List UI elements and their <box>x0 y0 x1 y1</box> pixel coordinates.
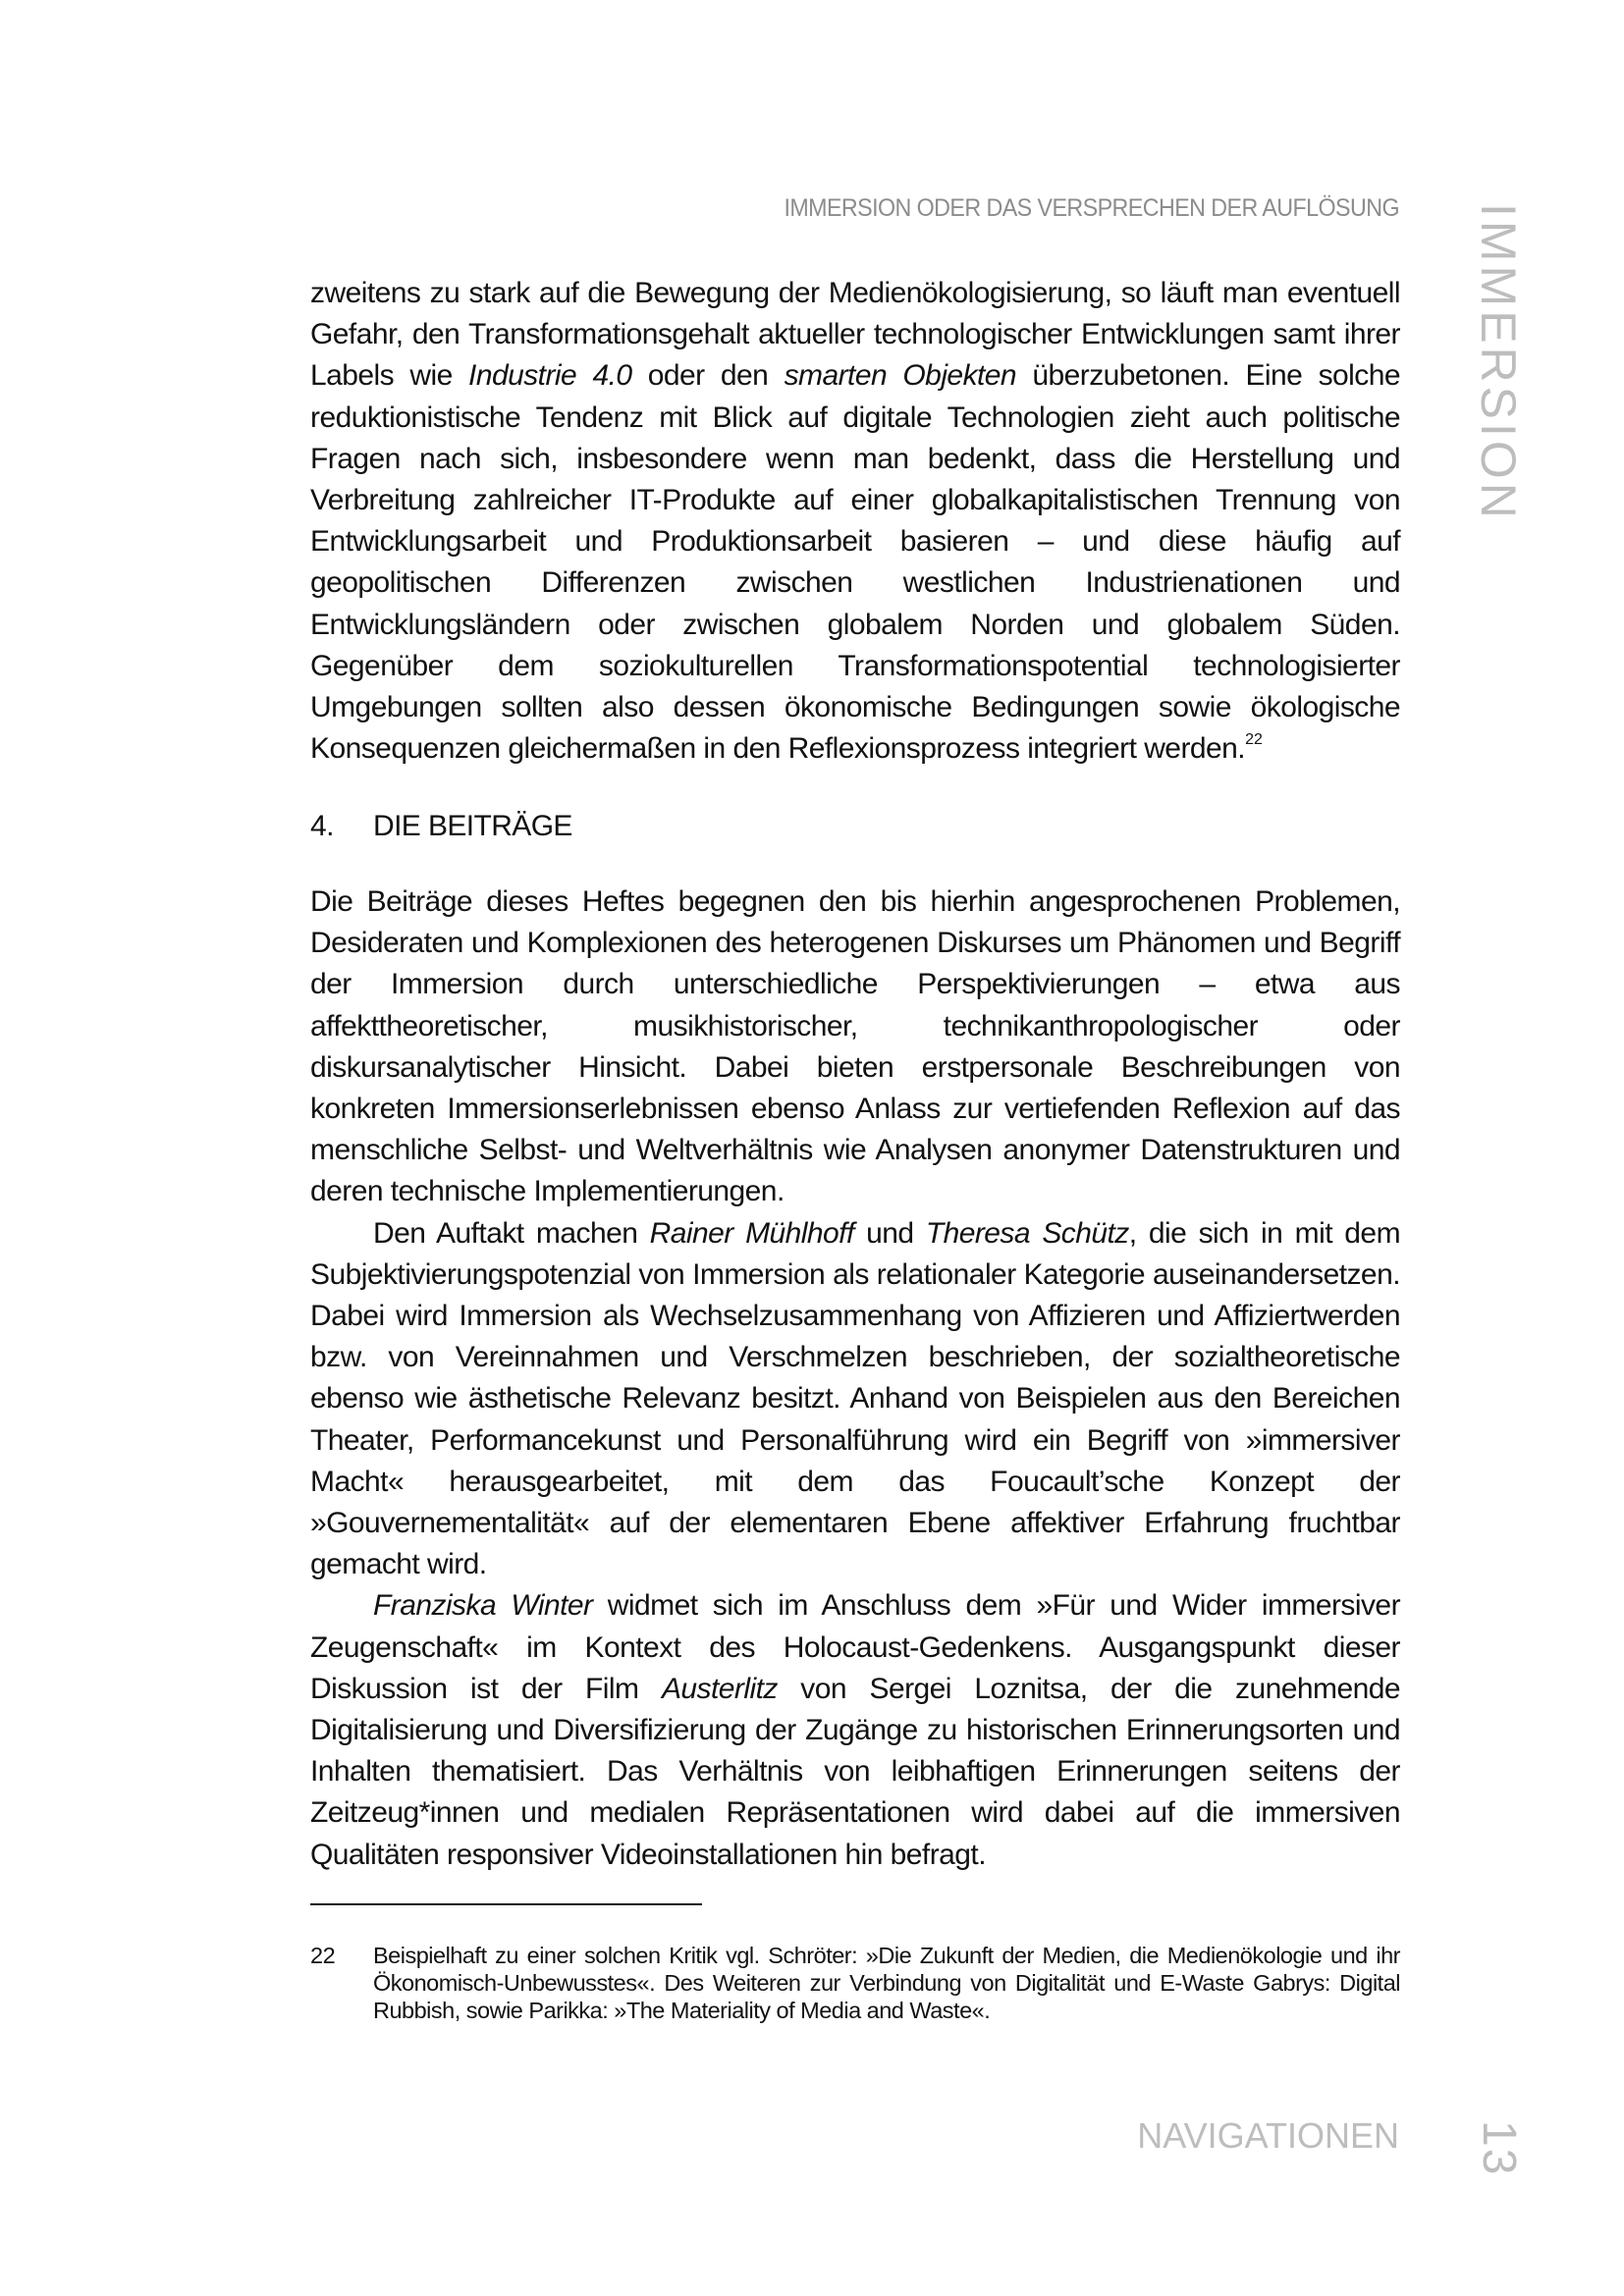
emphasis-industrie: Industrie 4.0 <box>468 359 632 393</box>
paragraph-3-text-a: Den Auftakt machen <box>373 1216 650 1250</box>
emphasis-smarten-objekten: smarten Objekten <box>784 359 1017 393</box>
film-title-austerlitz: Austerlitz <box>661 1672 778 1705</box>
side-section-label: IMMERSION <box>1471 203 1526 522</box>
footnote-text: Beispielhaft zu einer solchen Kritik vgl. Schröter: »Die Zukunft der Medien, die Medienökologie und ihr Ökonomisch-Unbewusstes«. Des Weiteren zur Verbindung von Digitalität und E-Waste Gabrys: Digital Rubbish, sowie Parikka: »The Materiality of Media and Waste«. <box>373 1943 1400 2023</box>
paragraph-1 <box>310 273 1400 770</box>
paragraph-1-text-b: oder den <box>631 359 785 393</box>
body-text-upper <box>310 273 1400 770</box>
page-number: 13 <box>1473 2120 1525 2177</box>
running-header-title: IMMERSION ODER DAS VERSPRECHEN DER AUFLÖSUNG <box>784 194 1399 222</box>
paragraph-3-text-b: und <box>853 1216 926 1250</box>
paragraph-4-text-b: von Sergei Loznitsa, der die zunehmende Digitalisierung und Diversifizierung der Zugänge zu historischen Erinnerungsorten und Inhalten thematisiert. Das Verhältnis von leibhaftigen Erinnerungen seitens der Zeitzeug*innen und medialen Repräsentationen wird dabei auf die immersiven Qualitäten responsiver Videoinstallationen hin befragt. <box>310 1672 1400 1871</box>
footer-journal-title: NAVIGATIONEN <box>1137 2115 1399 2156</box>
paragraph-4-text-a: widmet sich im Anschluss dem »Für und Wider immersiver Zeugenschaft« im Kontext des Holocaust-Gedenkens. Ausgangspunkt dieser Diskussion ist der Film <box>310 1589 1401 1705</box>
section-title: DIE BEITRÄGE <box>373 810 572 842</box>
footnote-separator-rule <box>310 1903 702 1905</box>
author-name-schuetz: Theresa Schütz <box>925 1216 1129 1250</box>
section-number: 4. <box>310 810 334 842</box>
body-text-lower <box>310 881 1400 1876</box>
paragraph-1-text-c: überzubetonen. Eine solche reduktionistische Tendenz mit Blick auf digitale Technologien zieht auch politische Fragen nach sich, insbesondere wenn man bedenkt, dass die Herstellung und Verbreitung zahlreicher IT-Produkte auf einer globalkapitalistischen Trennung von Entwicklungsarbeit und Produktionsarbeit basieren – und diese häufig auf geopolitischen Differenzen zwischen westlichen Industrienationen und Entwicklungsländern oder zwischen globalem Norden und globalem Süden. Gegenüber dem soziokulturellen Transformationspotential technologisierter Umgebungen sollten also dessen ökonomische Bedingungen sowie ökologische Konsequenzen gleichermaßen in den Reflexionsprozess integriert werden. <box>310 359 1400 766</box>
section-heading <box>310 807 572 846</box>
paragraph-4 <box>310 1585 1400 1875</box>
author-name-muehlhoff: Rainer Mühlhoff <box>649 1216 854 1250</box>
paragraph-3-text-c: , die sich in mit dem Subjektivierungspotenzial von Immersion als relationaler Kategorie auseinandersetzen. Dabei wird Immersion als Wechselzusammenhang von Affizieren und Affiziertwerden bzw. von Vereinnahmen und Verschmelzen beschrieben, der sozialtheoretische ebenso wie ästhetische Relevanz besitzt. Anhand von Beispielen aus den Bereichen Theater, Performancekunst und Personalführung wird ein Begriff von »immersiver Macht« herausgearbeitet, mit dem das Foucault’sche Konzept der »Gouvernementalität« auf der elementaren Ebene affektiver Erfahrung fruchtbar gemacht wird. <box>310 1216 1401 1581</box>
footnote-reference-22[interactable]: 22 <box>1245 731 1263 749</box>
paragraph-2: Die Beiträge dieses Heftes begegnen den bis hierhin angesprochenen Problemen, Desideraten und Komplexionen des heterogenen Diskurses um Phänomen und Begriff der Immersion durch unterschiedliche Perspektivierungen – etwa aus affekttheoretischer, musikhistorischer, technikanthropologischer oder diskursanalytischer Hinsicht. Dabei bieten erstpersonale Beschreibungen von konkreten Immersionserlebnissen ebenso Anlass zur vertiefenden Reflexion auf das menschliche Selbst- und Weltverhältnis wie Analysen anonymer Datenstrukturen und deren technische Implementierungen. <box>310 885 1400 1208</box>
paragraph-1-text-a: zweitens zu stark auf die Bewegung der Medienökologisierung, so läuft man eventuell Gefahr, den Transformationsgehalt aktueller technologischer Entwicklungen samt ihrer Labels wie <box>310 277 1400 393</box>
footnote-number: 22 <box>310 1943 336 1968</box>
footnote-22 <box>310 1942 1400 2024</box>
paragraph-3 <box>310 1213 1400 1586</box>
author-name-winter: Franziska Winter <box>373 1589 593 1623</box>
